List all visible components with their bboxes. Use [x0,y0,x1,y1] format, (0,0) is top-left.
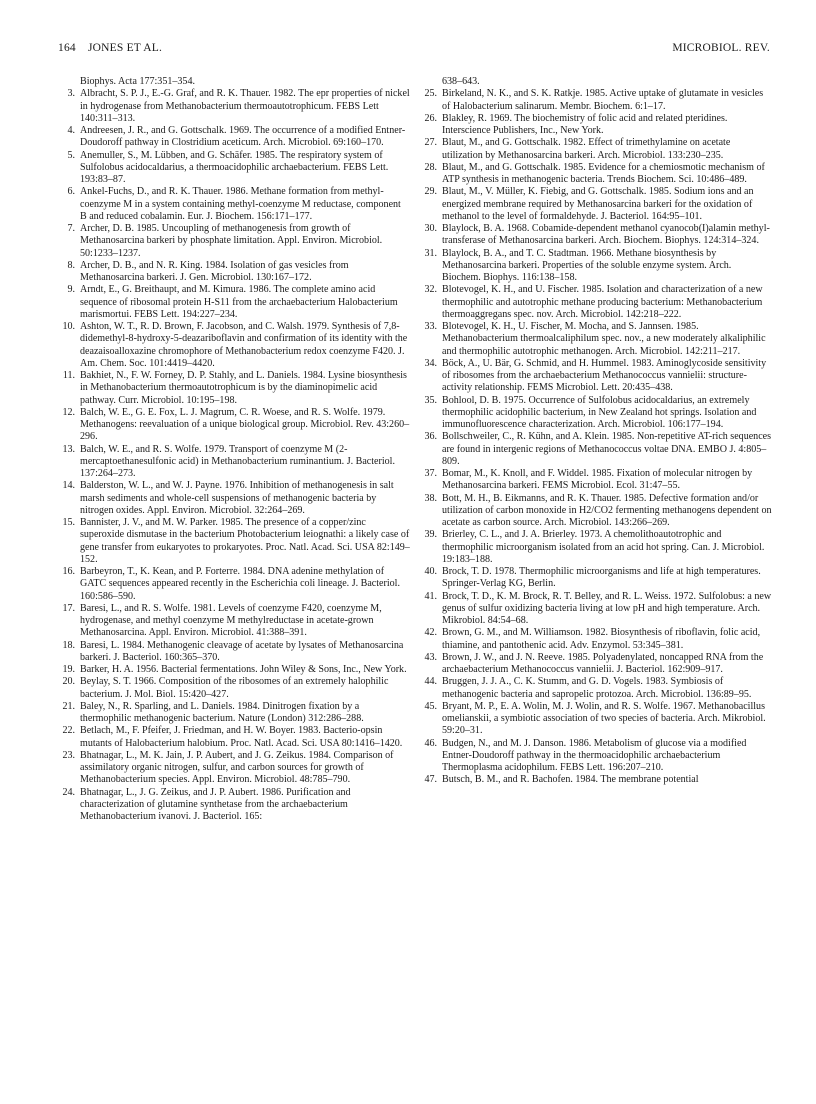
reference-text: Beylay, S. T. 1966. Composition of the ribosomes of an extremely halophilic bacterium. J. Mol. Biol. 15:420–427. [80,676,389,700]
reference-text: Andreesen, J. R., and G. Gottschalk. 1969. The occurrence of a modified Entner-Doudoroff pathway in Clostridium aceticum. Arch. Microbiol. 69:160–170. [80,125,406,149]
reference-number: 12. [62,406,75,418]
reference-number: 34. [424,357,437,369]
reference-entry [58,640,410,665]
reference-text: 638–643. [442,76,480,87]
reference-entry [58,284,410,321]
reference-text: Brierley, C. L., and J. A. Brierley. 1973. A chemolithoautotrophic and thermophilic microorganism isolated from an acid hot spring. Can. J. Microbiol. 19:183–188. [442,529,765,565]
reference-column-left [58,76,410,823]
reference-entry [58,480,410,517]
reference-text: Brock, T. D., K. M. Brock, R. T. Belley, and R. L. Weiss. 1972. Sulfolobus: a new genus of sulfur oxidizing bacteria living at low pH and high temperature. Arch. Mikrobiol. 84:54–68. [442,590,772,626]
reference-entry [58,603,410,640]
reference-text: Bollschweiler, C., R. Kühn, and A. Klein. 1985. Non-repetitive AT-rich sequences are found in intergenic regions of Methanococcus voltae DNA. EMBO J. 4:805–809. [442,431,772,467]
reference-entry [58,321,410,370]
reference-text: Baresi, L. 1984. Methanogenic cleavage of acetate by lysates of Methanosarcina barkeri. J. Bacteriol. 160:365–370. [80,639,404,663]
reference-entry [420,676,772,701]
reference-number: 6. [67,186,75,198]
reference-number: 42. [424,627,437,639]
reference-number: 15. [62,517,75,528]
reference-entry [420,591,772,628]
reference-text: Blaut, M., and G. Gottschalk. 1982. Effect of trimethylamine on acetate utilization by Methanosarcina barkeri. Arch. Microbiol. 133:230–235. [442,137,731,161]
reference-text: Bruggen, J. J. A., C. K. Stumm, and G. D. Vogels. 1983. Symbiosis of methanogenic bacteria and sapropelic protozoa. Arch. Microbiol. 136:89–95. [442,676,752,700]
reference-entry [420,358,772,395]
reference-text: Bhatnagar, L., J. G. Zeikus, and J. P. Aubert. 1986. Purification and characterization of glutamine synthetase from the archaebacterium Methanobacterium ivanovi. J. Bacteriol. 165: [80,786,351,822]
reference-text: Biophys. Acta 177:351–354. [80,76,195,87]
reference-number: 39. [424,529,437,541]
reference-text: Betlach, M., F. Pfeifer, J. Friedman, and H. W. Boyer. 1983. Bacterio-opsin mutants of Halobacterium halobium. Proc. Natl. Acad. Sci. USA 80:1416–1420. [80,725,403,749]
reference-number: 3. [67,88,75,100]
reference-number: 4. [67,125,75,136]
reference-text: Blaylock, B. A. 1968. Cobamide-dependent methanol cyanocob(I)alamin methyl-transferase of Methanosarcina barkeri. Arch. Biochem. Biophys. 124:314–324. [442,223,770,247]
reference-entry [58,517,410,566]
reference-number: 5. [67,149,75,161]
reference-number: 37. [424,468,437,479]
reference-text: Böck, A., U. Bär, G. Schmid, and H. Hummel. 1983. Aminoglycoside sensitivity of ribosomes from the archaebacterium Methanococcus vannielii: structure-activity relationship. FEMS Microbiol. Lett. 20:435–438. [442,357,767,394]
reference-text: Blotevogel, K. H., U. Fischer, M. Mocha, and S. Jannsen. 1985. Methanobacterium thermoalcaliphilum spec. nov., a new moderately alkaliphilic and thermophilic autotrophic methanogen. Arch. Microbiol. 142:211–217. [442,321,766,357]
reference-number: 46. [424,737,437,749]
reference-column-right [420,76,772,787]
reference-text: Balch, W. E., and R. S. Wolfe. 1979. Transport of coenzyme M (2-mercaptoethanesulfonic acid) in Methanobacterium ruminantium. J. Bacteriol. 137:264–273. [80,443,395,479]
reference-entry [58,701,410,726]
reference-text: Blakley, R. 1969. The biochemistry of folic acid and related pteridines. Interscience Publishers, Inc., New York. [442,112,728,136]
reference-number: 41. [424,590,437,602]
reference-text: Baresi, L., and R. S. Wolfe. 1981. Levels of coenzyme F420, coenzyme M, hydrogenase, and methyl coenzyme M methylreductase in acetate-grown Methanosarcina. Appl. Environ. Microbiol. 41:388–391. [80,602,382,639]
reference-entry [420,701,772,738]
reference-entry [58,750,410,787]
reference-entry [420,627,772,652]
reference-entry [420,395,772,432]
reference-text: Brock, T. D. 1978. Thermophilic microorganisms and life at high temperatures. Springer-Verlag KG, Berlin. [442,566,761,590]
reference-number: 45. [424,700,437,712]
reference-entry [58,370,410,407]
reference-entry [58,88,410,125]
reference-number: 7. [67,223,75,234]
reference-text: Arndt, E., G. Breithaupt, and M. Kimura. 1986. The complete amino acid sequence of ribosomal protein H-S11 from the archaebacterium Halobacterium marismortui. FEBS Lett. 194:227–234. [80,284,398,320]
reference-number: 17. [62,602,75,614]
reference-entry [420,113,772,138]
reference-number: 29. [424,186,437,198]
reference-number: 40. [424,566,437,577]
reference-number: 27. [424,137,437,149]
reference-number: 43. [424,651,437,663]
reference-text: Barbeyron, T., K. Kean, and P. Forterre. 1984. DNA adenine methylation of GATC sequences appeared recently in the Escherichia coli lineage. J. Bacteriol. 160:586–590. [80,566,400,602]
reference-text: Bhatnagar, L., M. K. Jain, J. P. Aubert, and J. G. Zeikus. 1984. Comparison of assimilatory organic nitrogen, sulfur, and carbon sources for growth of Methanobacterium species. Appl. Environ. Microbiol. 48:785–790. [80,749,394,786]
reference-number: 10. [62,321,75,332]
reference-text: Bohlool, D. B. 1975. Occurrence of Sulfolobus acidocaldarius, an extremely thermophilic acidophilic bacterium, in New Zealand hot springs. Isolation and immunofluorescence characterization. Arch. Microbiol. 106:177–194. [442,394,757,430]
reference-entry [58,725,410,750]
reference-text: Brown, G. M., and M. Williamson. 1982. Biosynthesis of riboflavin, folic acid, thiamine, and pantothenic acid. Adv. Enzymol. 53:345–381. [442,627,761,651]
reference-text: Bomar, M., K. Knoll, and F. Widdel. 1985. Fixation of molecular nitrogen by Methanosarcina barkeri. FEMS Microbiol. Ecol. 31:47–55. [442,468,753,492]
reference-text: Bott, M. H., B. Eikmanns, and R. K. Thauer. 1985. Defective formation and/or utilization of carbon monoxide in H2/CO2 fermenting methanogens dependent on acetate as carbon source. Arch. Microbiol. 143:266–269. [442,492,772,528]
reference-number: 47. [424,774,437,786]
reference-text: Archer, D. B. 1985. Uncoupling of methanogenesis from growth of Methanosarcina barkeri by phosphate limitation. Appl. Environ. Microbiol. 50:1233–1237. [80,223,383,259]
reference-text: Balderston, W. L., and W. J. Payne. 1976. Inhibition of methanogenesis in salt marsh sediments and whole-cell suspensions of methanogenic bacteria by nitrogen oxides. Appl. Environ. Microbiol. 32:264–269. [80,480,394,516]
reference-entry [420,468,772,493]
running-header [58,42,770,60]
reference-number: 21. [62,700,75,712]
reference-number: 30. [424,223,437,234]
reference-number: 38. [424,492,437,504]
reference-number: 28. [424,161,437,173]
reference-entry [420,652,772,677]
reference-number: 9. [67,284,75,296]
reference-entry [58,223,410,260]
reference-entry [420,137,772,162]
reference-number: 25. [424,88,437,100]
reference-text: Blaylock, B. A., and T. C. Stadtman. 1966. Methane biosynthesis by Methanosarcina barkeri. Properties of the soluble enzyme system. Arch. Biochem. Biophys. 116:138–158. [442,247,732,283]
reference-text: Ankel-Fuchs, D., and R. K. Thauer. 1986. Methane formation from methyl-coenzyme M in a system containing methyl-coenzyme M reductase, component B and reduced cobalamin. Eur. J. Biochem. 156:171–177. [80,186,401,222]
reference-number: 19. [62,664,75,675]
reference-entry [58,664,410,676]
reference-entry [58,444,410,481]
reference-entry [58,260,410,285]
reference-entry [420,88,772,113]
reference-entry [420,738,772,775]
reference-text: Albracht, S. P. J., E.-G. Graf, and R. K. Thauer. 1982. The epr properties of nickel in hydrogenase from Methanobacterium thermoautotrophicum. FEBS Lett 140:311–313. [80,88,410,124]
reference-text: Birkeland, N. K., and S. K. Ratkje. 1985. Active uptake of glutamate in vesicles of Halobacterium salinarum. Membr. Biochem. 6:1–17. [442,88,764,112]
reference-entry [420,493,772,530]
reference-number: 22. [62,725,75,737]
reference-text: Anemuller, S., M. Lübben, and G. Schäfer. 1985. The respiratory system of Sulfolobus acidocaldarius, a thermoacidophilic archaebacterium. FEBS Lett. 193:83–87. [80,149,389,185]
reference-text: Baley, N., R. Sparling, and L. Daniels. 1984. Dinitrogen fixation by a thermophilic methanogenic bacterium. Nature (London) 312:286–288. [80,700,364,724]
reference-number: 23. [62,749,75,761]
reference-text: Butsch, B. M., and R. Bachofen. 1984. The membrane potential [442,774,699,786]
reference-number: 44. [424,676,437,688]
reference-entry [420,774,772,786]
reference-entry [58,407,410,444]
reference-entry [420,284,772,321]
reference-text: Brown, J. W., and J. N. Reeve. 1985. Polyadenylated, noncapped RNA from the archaebacterium Methanococcus vannielii. J. Bacteriol. 162:909–917. [442,651,764,675]
reference-entry [58,150,410,187]
page-number: 164 [58,42,76,54]
reference-entry [420,76,772,88]
reference-text: Archer, D. B., and N. R. King. 1984. Isolation of gas vesicles from Methanosarcina barkeri. J. Gen. Microbiol. 130:167–172. [80,259,349,283]
reference-number: 16. [62,566,75,577]
reference-text: Bakhiet, N., F. W. Forney, D. P. Stahly, and L. Daniels. 1984. Lysine biosynthesis in Methanobacterium thermoautotrophicum is by the diaminopimelic acid pathway. Curr. Microbiol. 10:195–198. [80,370,407,406]
reference-number: 35. [424,394,437,406]
reference-entry [420,321,772,358]
reference-entry [420,162,772,187]
reference-number: 20. [62,676,75,688]
reference-number: 11. [62,370,75,381]
reference-text: Barker, H. A. 1956. Bacterial fermentations. John Wiley & Sons, Inc., New York. [80,664,407,675]
journal-abbrev: MICROBIOL. REV. [672,42,770,54]
reference-number: 32. [424,284,437,296]
reference-number: 31. [424,247,437,259]
reference-entry [420,223,772,248]
reference-number: 8. [67,259,75,271]
reference-text: Blaut, M., V. Müller, K. Fiebig, and G. Gottschalk. 1985. Sodium ions and an energized membrane required by Methanosarcina barkeri for the oxidation of methanol to the level of formaldehyde. J. Bacteriol. 164:95–101. [442,186,754,222]
reference-entry [58,125,410,150]
reference-entry [58,787,410,824]
reference-text: Bryant, M. P., E. A. Wolin, M. J. Wolin, and R. S. Wolfe. 1967. Methanobacillus omelianskii, a symbiotic association of two species of bacteria. Arch. Mikrobiol. 59:20–31. [442,700,766,737]
reference-text: Budgen, N., and M. J. Danson. 1986. Metabolism of glucose via a modified Entner-Doudoroff pathway in the thermoacidophilic archaebacterium Thermoplasma acidophilum. FEBS Lett. 196:207–210. [442,737,747,773]
reference-text: Ashton, W. T., R. D. Brown, F. Jacobson, and C. Walsh. 1979. Synthesis of 7,8-didemethyl-8-hydroxy-5-deazariboflavin and confirmation of its identity with the deazaisoalloxazine chromophore of Methanobacterium redox coenzyme F420. J. Am. Chem. Soc. 101:4419–4420. [80,321,408,369]
reference-text: Balch, W. E., G. E. Fox, L. J. Magrum, C. R. Woese, and R. S. Wolfe. 1979. Methanogens: reevaluation of a unique biological group. Microbiol. Rev. 43:260–296. [80,406,410,443]
running-authors: JONES ET AL. [88,42,163,54]
reference-entry [58,676,410,701]
reference-entry [58,76,410,88]
reference-entry [420,431,772,468]
reference-number: 26. [424,112,437,124]
reference-entry [58,566,410,603]
reference-number: 36. [424,431,437,443]
reference-entry [420,529,772,566]
reference-text: Blotevogel, K. H., and U. Fischer. 1985. Isolation and characterization of a new thermophilic and autotrophic methane producing bacterium: Methanobacterium thermoaggregans spec. nov. Arch. Microbiol. 142:218–222. [442,284,763,320]
reference-entry [420,566,772,591]
reference-entry [58,186,410,223]
reference-number: 33. [424,321,437,332]
reference-number: 24. [62,786,75,798]
reference-text: Blaut, M., and G. Gottschalk. 1985. Evidence for a chemiosmotic mechanism of ATP synthesis in methanogenic bacteria. Trends Biochem. Sci. 10:486–489. [442,161,765,185]
reference-number: 13. [62,443,75,455]
reference-entry [420,248,772,285]
reference-text: Bannister, J. V., and M. W. Parker. 1985. The presence of a copper/zinc superoxide dismutase in the bacterium Photobacterium leiognathi: a likely case of gene transfer from eukaryotes to prokaryotes. Proc. Natl. Acad. Sci. USA 82:149–152. [80,517,410,565]
reference-number: 14. [62,480,75,492]
reference-number: 18. [62,639,75,651]
reference-entry [420,186,772,223]
